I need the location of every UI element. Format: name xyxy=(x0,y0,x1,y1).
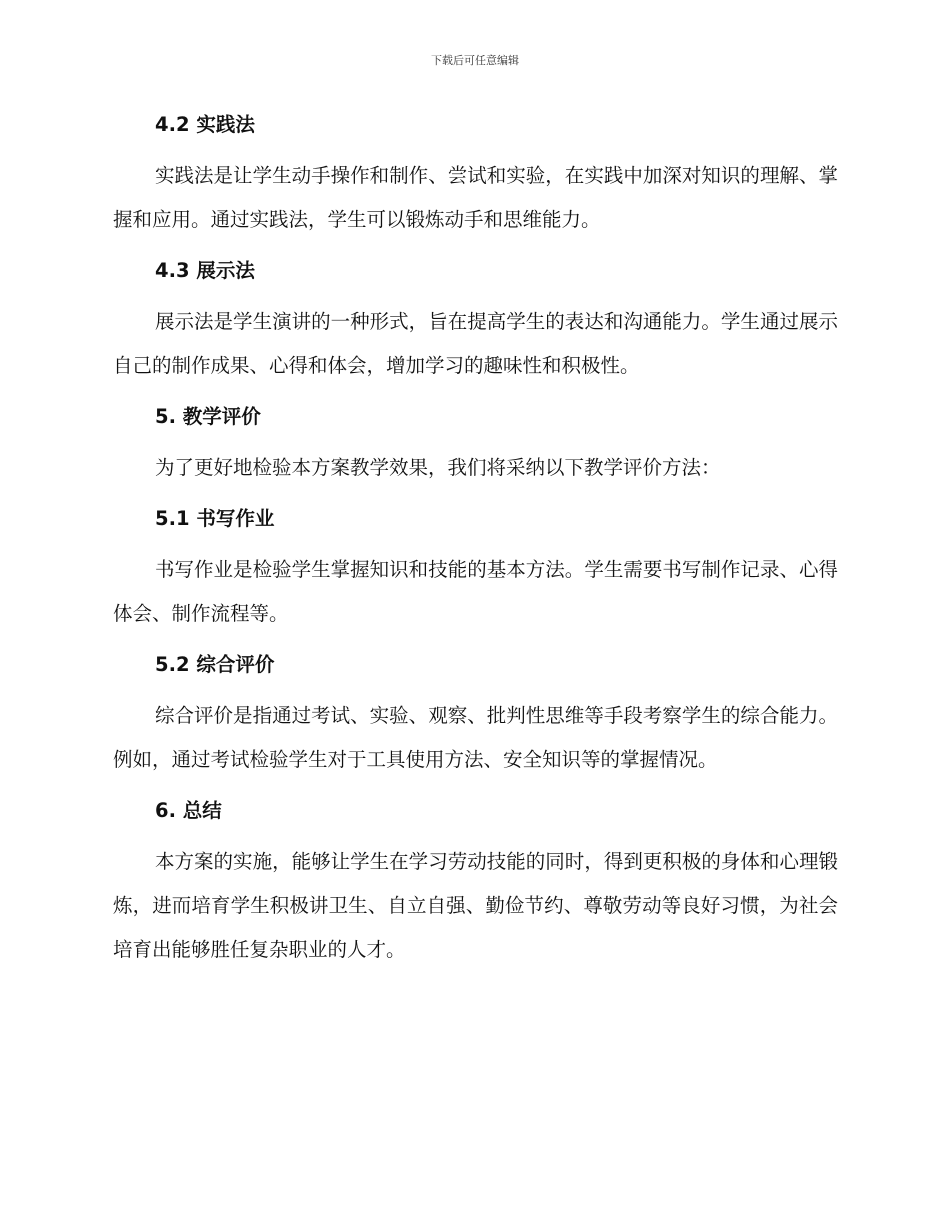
section-paragraph: 为了更好地检验本方案教学效果，我们将采纳以下教学评价方法： xyxy=(155,456,721,479)
section-4-3 xyxy=(113,256,838,388)
section-heading: 5.2 综合评价 xyxy=(155,653,275,676)
section-heading: 4.3 展示法 xyxy=(155,259,255,282)
section-heading: 6. 总结 xyxy=(155,799,222,822)
section-paragraph: 实践法是让学生动手操作和制作、尝试和实验，在实践中加深对知识的理解、掌握和应用。通过实践法，学生可以锻炼动手和思维能力。 xyxy=(113,164,838,231)
section-5-2 xyxy=(113,650,838,782)
section-heading: 5.1 书写作业 xyxy=(155,507,275,530)
section-paragraph: 综合评价是指通过考试、实验、观察、批判性思维等手段考察学生的综合能力。例如，通过考试检验学生对于工具使用方法、安全知识等的掌握情况。 xyxy=(113,704,838,771)
section-paragraph: 展示法是学生演讲的一种形式，旨在提高学生的表达和沟通能力。学生通过展示自己的制作成果、心得和体会，增加学习的趣味性和积极性。 xyxy=(113,310,838,377)
page-header-note: 下载后可任意编辑 xyxy=(431,54,519,67)
document-body xyxy=(113,110,838,972)
section-heading: 5. 教学评价 xyxy=(155,405,261,428)
section-paragraph: 本方案的实施，能够让学生在学习劳动技能的同时，得到更积极的身体和心理锻炼，进而培育学生积极讲卫生、自立自强、勤俭节约、尊敬劳动等良好习惯，为社会培育出能够胜任复杂职业的人才。 xyxy=(113,850,838,961)
section-paragraph: 书写作业是检验学生掌握知识和技能的基本方法。学生需要书写制作记录、心得体会、制作流程等。 xyxy=(113,558,838,625)
section-4-2 xyxy=(113,110,838,242)
section-5-1 xyxy=(113,504,838,636)
section-heading: 4.2 实践法 xyxy=(155,113,255,136)
section-5 xyxy=(113,402,838,490)
section-6 xyxy=(113,796,838,972)
